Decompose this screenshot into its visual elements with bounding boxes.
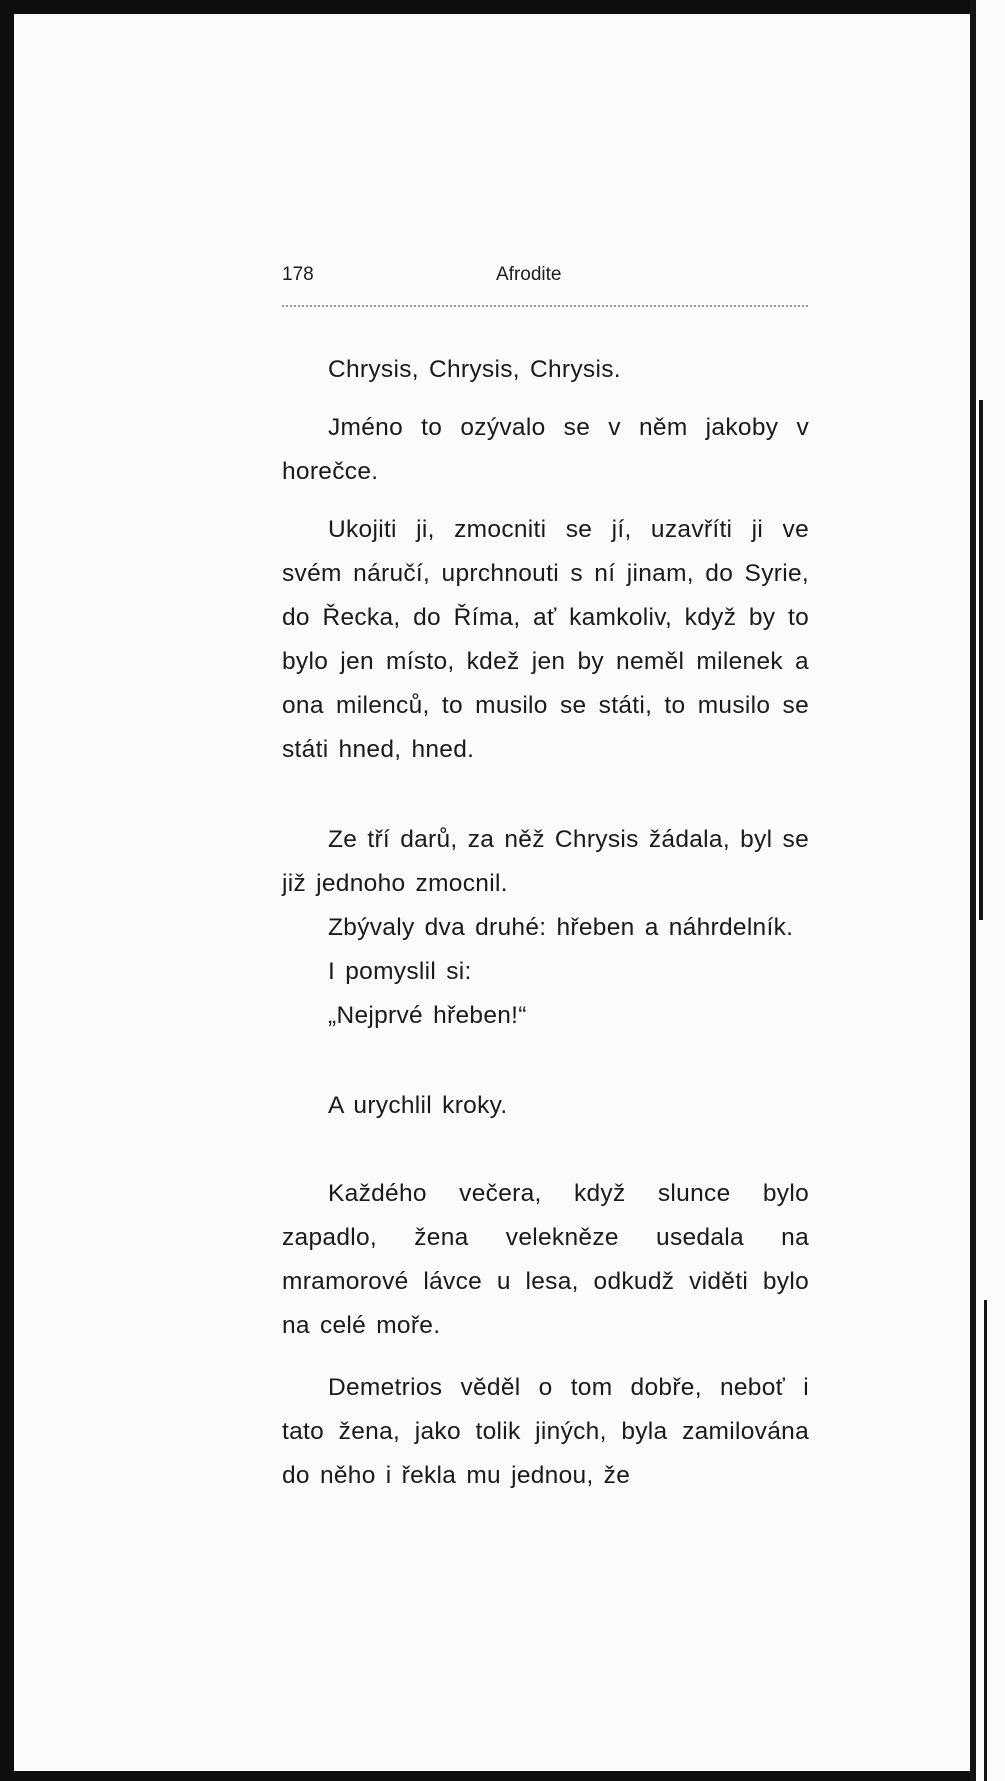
header-rule [282,305,808,307]
paragraph: Ukojiti ji, zmocniti se jí, uzavříti ji ve svém náručí, uprchnouti s ní jinam, do Syrie, do Řecka, do Říma, ať kamkoliv, když by to bylo jen místo, kdež jen by neměl milenek a ona milenců, to musilo se státi, to musilo se státi hned, hned. [282,516,809,763]
binding-shadow [979,400,983,920]
paragraph: Ze tří darů, za něž Chrysis žádala, byl se již jednoho zmocnil. [282,826,809,897]
paragraph: Jméno to ozývalo se v něm jakoby v horečce. [282,414,809,485]
paragraph: Demetrios věděl o tom dobře, neboť i tato žena, jako tolik jiných, byla zamilována do něho i řekla mu jednou, že [282,1374,809,1489]
running-header [282,262,808,292]
page-number: 178 [282,264,314,285]
paragraph: A urychlil kroky. [328,1092,508,1119]
running-title: Afrodite [496,264,562,285]
paragraph: Chrysis, Chrysis, Chrysis. [328,356,621,383]
paragraph: „Nejprvé hřeben!“ [328,1002,527,1029]
paragraph: Zbývaly dva druhé: hřeben a náhrdelník. [328,914,794,941]
paragraph: Každého večera, když slunce bylo zapadlo, žena velekněze usedala na mramorové lávce u lesa, odkudž viděti bylo na celé moře. [282,1180,809,1339]
binding-shadow [970,0,976,1781]
binding-shadow [984,1300,987,1781]
book-binding-edge [970,0,1005,1781]
paragraph: I pomyslil si: [328,958,472,985]
